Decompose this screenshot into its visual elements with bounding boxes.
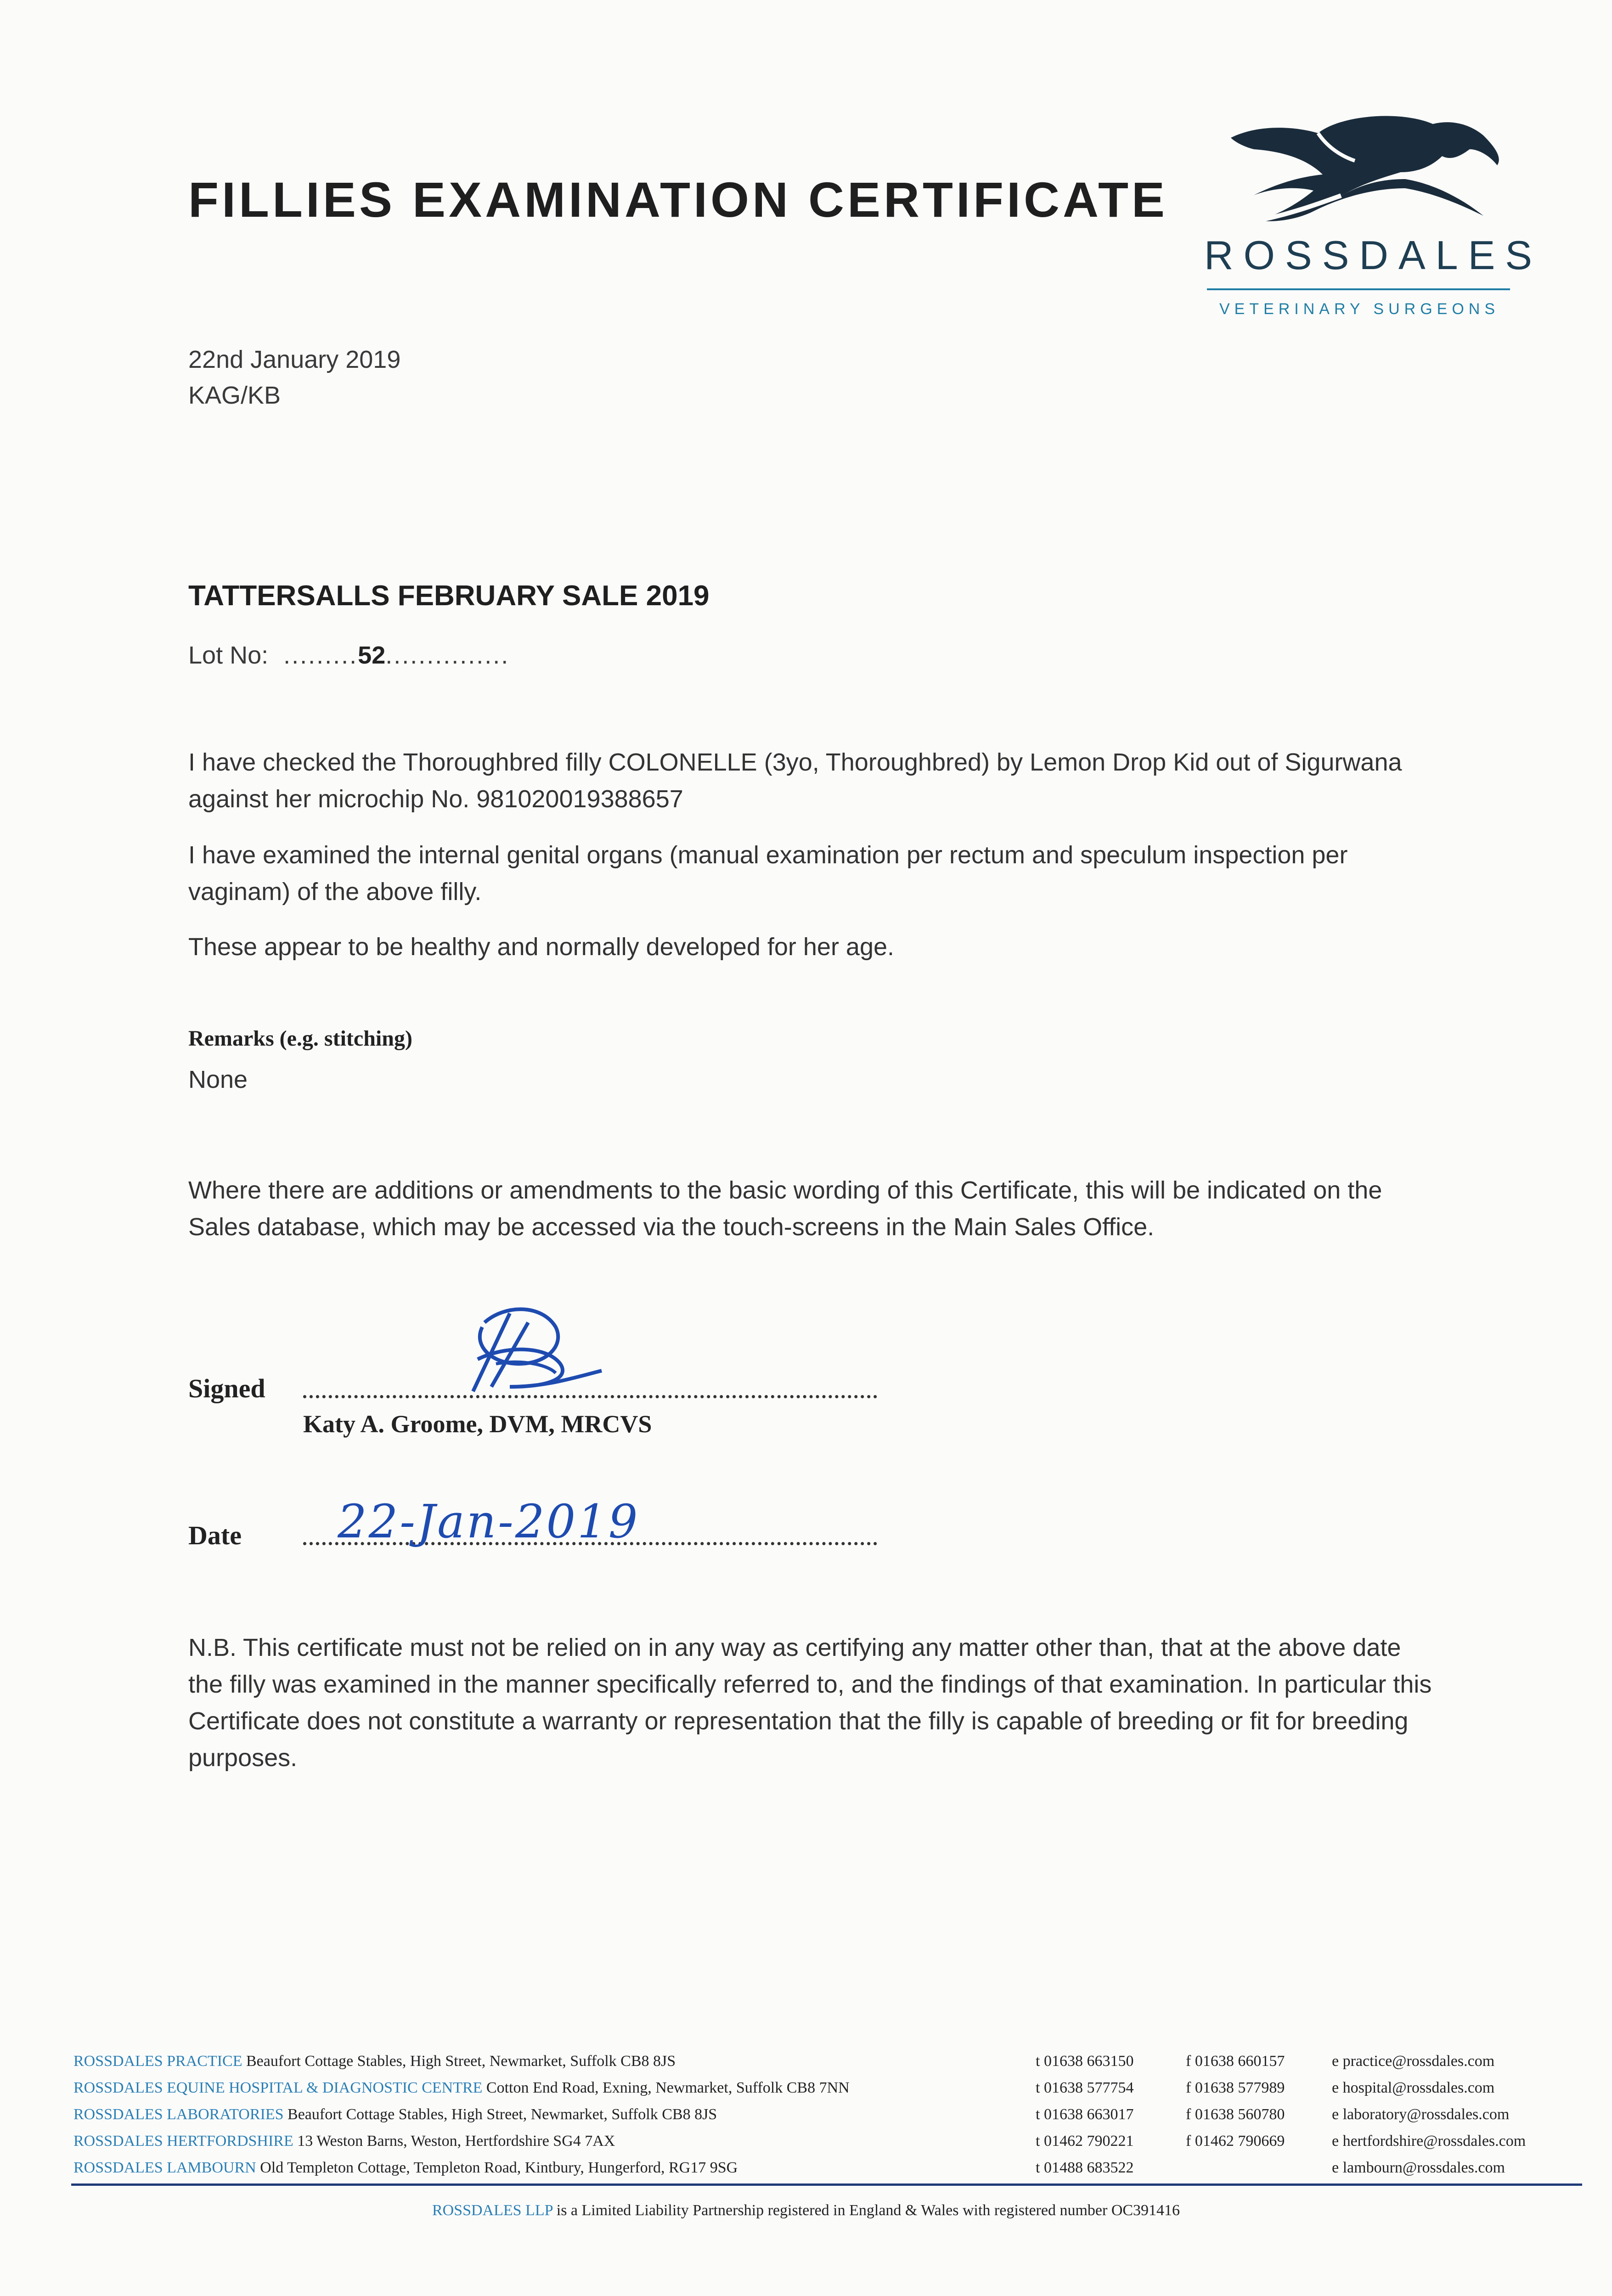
office-fax: f 01638 660157 (1186, 2053, 1285, 2070)
certificate-title: FILLIES EXAMINATION CERTIFICATE (188, 172, 1168, 227)
office-name: ROSSDALES LAMBOURN (73, 2159, 256, 2176)
office-name: ROSSDALES LABORATORIES (73, 2106, 284, 2123)
footer-divider (71, 2183, 1582, 2186)
footer-office-row (73, 2159, 738, 2177)
office-name: ROSSDALES EQUINE HOSPITAL & DIAGNOSTIC CENTRE (73, 2079, 483, 2096)
disclaimer-paragraph (188, 1629, 1437, 1776)
rossdales-logo (1203, 106, 1542, 344)
office-phone: t 01638 663150 (1036, 2053, 1134, 2070)
letter-date: 22nd January 2019 (188, 346, 401, 373)
footer-office-row (73, 2053, 676, 2070)
office-name: ROSSDALES HERTFORDSHIRE (73, 2133, 293, 2150)
office-name: ROSSDALES PRACTICE (73, 2053, 242, 2070)
paragraph-amendments: Where there are additions or amendments to the basic wording of this Certificate, this will be indicated on the Sales database, which may be accessed via the touch-screens in the Main Sales Office. (188, 1176, 1382, 1241)
office-fax: f 01462 790669 (1186, 2133, 1285, 2150)
office-email: e hospital@rossdales.com (1332, 2079, 1495, 2096)
handwritten-date: 22-Jan-2019 (338, 1495, 640, 1548)
office-email: e lambourn@rossdales.com (1332, 2159, 1505, 2176)
footer-office-row (73, 2079, 850, 2097)
office-email: e practice@rossdales.com (1332, 2053, 1495, 2070)
reference-code: KAG/KB (188, 382, 281, 409)
office-fax: f 01638 560780 (1186, 2106, 1285, 2123)
date-label: Date (188, 1520, 242, 1550)
office-phone: t 01638 577754 (1036, 2079, 1134, 2096)
lot-number: 52 (358, 642, 386, 669)
office-phone: t 01638 663017 (1036, 2106, 1134, 2123)
office-address: Beaufort Cottage Stables, High Street, Newmarket, Suffolk CB8 8JS (287, 2106, 717, 2123)
lot-dots-trailing: ............... (385, 642, 510, 669)
signer-name: Katy A. Groome, DVM, MRCVS (303, 1410, 652, 1438)
lot-label: Lot No: (188, 642, 269, 669)
office-phone: t 01488 683522 (1036, 2159, 1134, 2176)
llp-name: ROSSDALES LLP (432, 2202, 553, 2219)
signed-label: Signed (188, 1373, 265, 1403)
footer-office-row (73, 2106, 717, 2123)
sale-title: TATTERSALLS FEBRUARY SALE 2019 (188, 580, 710, 612)
paragraph-findings: These appear to be healthy and normally developed for her age. (188, 933, 895, 961)
office-phone: t 01462 790221 (1036, 2133, 1134, 2150)
examination-paragraph (188, 837, 1428, 910)
filly-identification-paragraph (188, 744, 1428, 817)
llp-text: is a Limited Liability Partnership registered in England & Wales with registered number OC391416 (556, 2202, 1180, 2219)
logo-wordmark: ROSSDALES (1204, 232, 1542, 278)
logo-divider (1207, 288, 1510, 290)
office-email: e laboratory@rossdales.com (1332, 2106, 1510, 2123)
office-address: 13 Weston Barns, Weston, Hertfordshire SG4 7AX (297, 2133, 615, 2150)
office-address: Cotton End Road, Exning, Newmarket, Suffolk CB8 7NN (486, 2079, 850, 2096)
office-fax: f 01638 577989 (1186, 2079, 1285, 2096)
remarks-value: None (188, 1066, 248, 1093)
handwritten-signature (441, 1295, 615, 1414)
paragraph-identification: I have checked the Thoroughbred filly COLONELLE (3yo, Thoroughbred) by Lemon Drop Kid out of Sigurwana against her microchip No. 981020019388657 (188, 748, 1402, 813)
lot-dots-leading: ......... (275, 642, 358, 669)
llp-registration-note (0, 2202, 1612, 2219)
remarks-label: Remarks (e.g. stitching) (188, 1026, 412, 1051)
paragraph-disclaimer: N.B. This certificate must not be relied on in any way as certifying any matter other than, that at the above date the filly was examined in the manner specifically referred to, and the findings of that examination. In particular this Certificate does not constitute a warranty or representation that the filly is capable of breeding or fit for breeding purposes. (188, 1634, 1432, 1772)
footer-office-row (73, 2133, 615, 2150)
office-address: Old Templeton Cottage, Templeton Road, Kintbury, Hungerford, RG17 9SG (260, 2159, 738, 2176)
amendments-paragraph (188, 1172, 1428, 1245)
lot-number-line (188, 641, 509, 670)
horse-logo-icon (1203, 106, 1516, 225)
paragraph-examination: I have examined the internal genital organs (manual examination per rectum and speculum inspection per vaginam) of the above filly. (188, 841, 1348, 906)
findings-paragraph (188, 929, 1428, 965)
office-email: e hertfordshire@rossdales.com (1332, 2133, 1526, 2150)
logo-subtitle: VETERINARY SURGEONS (1219, 300, 1500, 318)
office-address: Beaufort Cottage Stables, High Street, Newmarket, Suffolk CB8 8JS (246, 2053, 676, 2070)
